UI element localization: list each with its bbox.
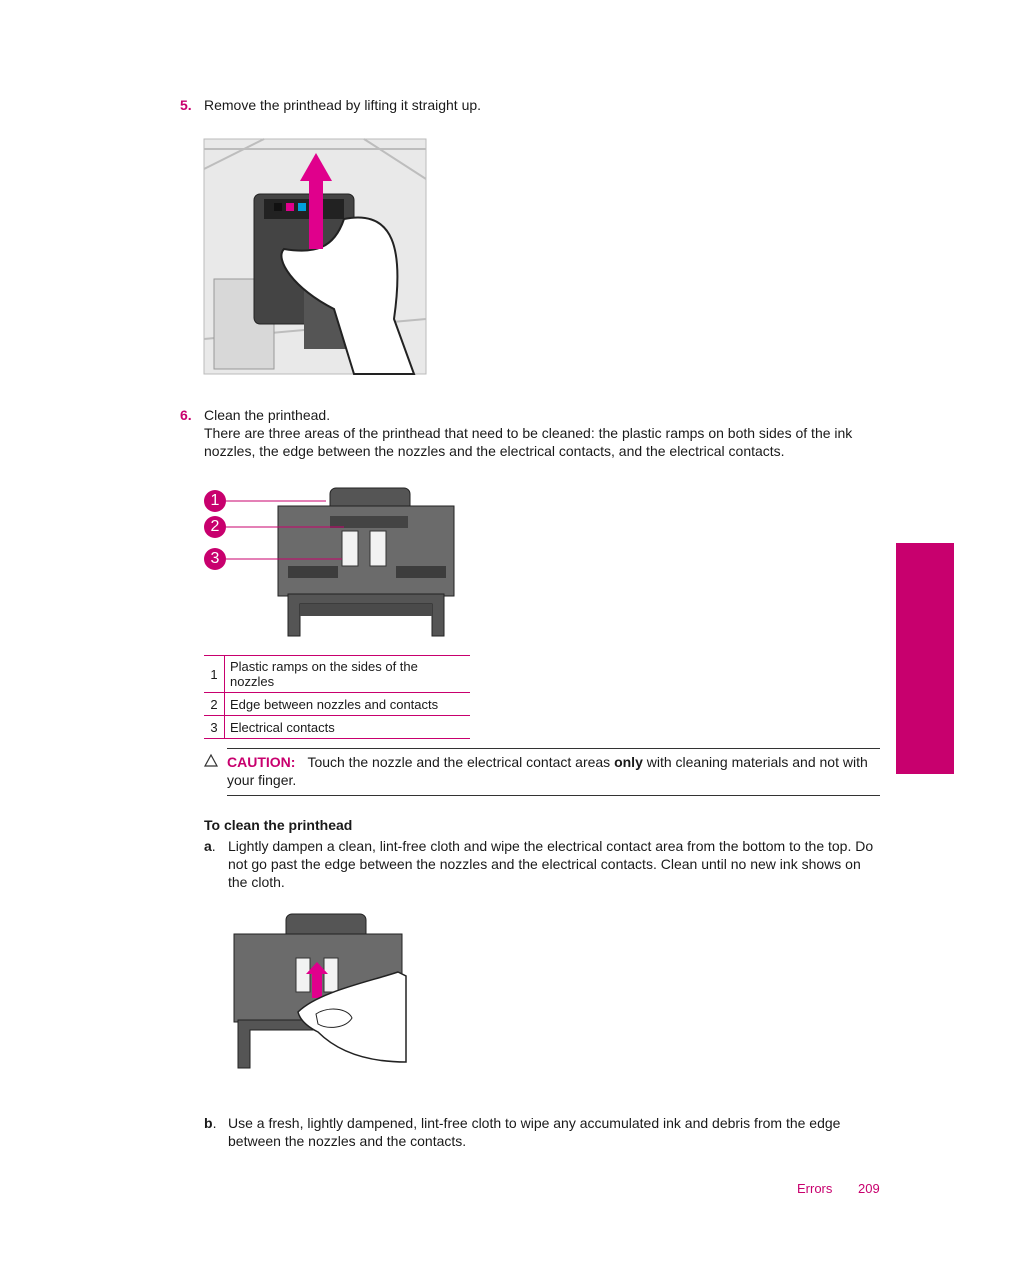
caution-label: CAUTION: <box>227 754 296 770</box>
step-6-title: Clean the printhead. <box>204 407 331 423</box>
legend-label: Edge between nozzles and contacts <box>225 693 471 716</box>
caution-text-after: with cleaning materials and not with your finger. <box>227 754 868 788</box>
figure-wipe-contacts <box>228 912 408 1070</box>
legend-number: 3 <box>204 716 225 739</box>
caution-triangle-icon <box>204 754 218 767</box>
step-6-description: There are three areas of the printhead that need to be cleaned: the plastic ramps on both sides of the ink nozzles, the edge between the nozzles and the electrical contacts, and the electrical contacts. <box>204 425 853 459</box>
legend-row <box>204 716 470 739</box>
legend-number: 1 <box>204 656 225 693</box>
step-b-text: Use a fresh, lightly dampened, lint-free cloth to wipe any accumulated ink and debris from the edge between the nozzles and the contacts. <box>228 1115 841 1149</box>
footer-section: Errors <box>797 1181 833 1196</box>
caution-emphasis: only <box>614 754 643 770</box>
side-tab-solve-a-problem <box>896 543 1016 774</box>
legend-label: Plastic ramps on the sides of the nozzles <box>225 656 471 693</box>
step-a-label: a. <box>204 838 216 854</box>
page-number: 209 <box>858 1181 880 1196</box>
figure-remove-printhead <box>204 139 426 374</box>
callout-3: 3 <box>204 548 226 570</box>
step-a-text: Lightly dampen a clean, lint-free cloth and wipe the electrical contact area from the bottom to the top. Do not go past the edge between the nozzles and the electrical contacts. Clean until no new ink shows on the cloth. <box>228 838 874 890</box>
step-b-letter: b <box>204 1115 213 1131</box>
procedure-heading: To clean the printhead <box>204 817 353 833</box>
step-5 <box>180 96 482 114</box>
caution-text-before: Touch the nozzle and the electrical contact areas <box>307 754 615 770</box>
step-5-text: Remove the printhead by lifting it straight up. <box>204 97 482 113</box>
legend-row <box>204 656 470 693</box>
legend-number: 2 <box>204 693 225 716</box>
caution-notice <box>227 748 880 796</box>
side-tab-label: Solve a problem <box>1004 619 1016 699</box>
step-6 <box>180 406 880 459</box>
callout-1: 1 <box>204 490 226 512</box>
legend-row <box>204 693 470 716</box>
step-b-label: b. <box>204 1115 217 1131</box>
callout-legend-table <box>204 655 470 739</box>
step-6-number: 6. <box>180 407 192 423</box>
callout-leader-lines <box>226 495 346 565</box>
callout-2: 2 <box>204 516 226 538</box>
step-5-number: 5. <box>180 97 192 113</box>
legend-label: Electrical contacts <box>225 716 471 739</box>
step-a-letter: a <box>204 838 212 854</box>
